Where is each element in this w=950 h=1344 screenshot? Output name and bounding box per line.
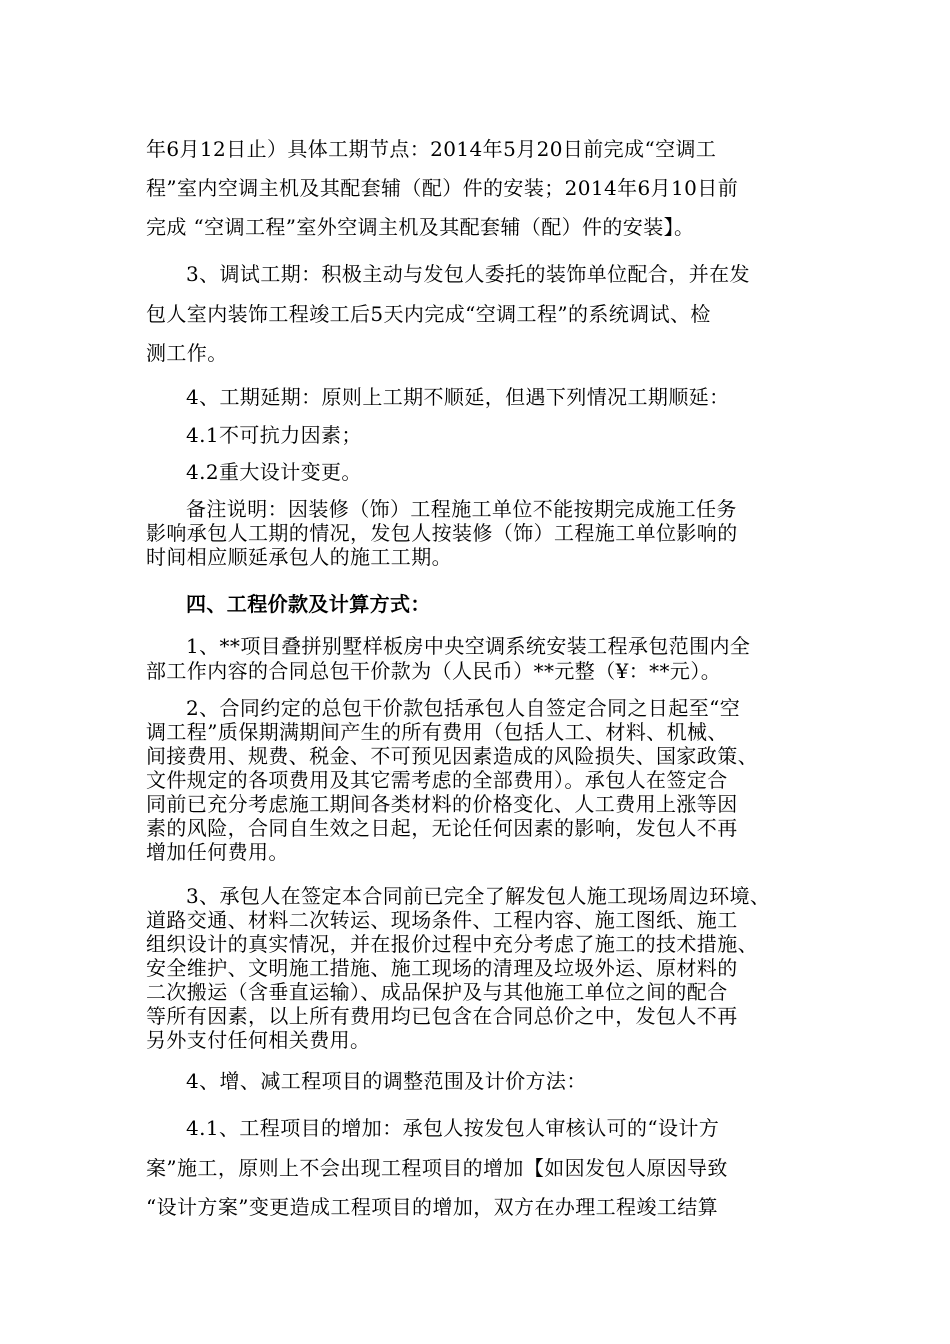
text-line: 等所有因素，以上所有费用均已包含在合同总价之中，发包人不再 [146,1004,738,1028]
text-line: 道路交通、材料二次转运、现场条件、工程内容、施工图纸、施工 [146,908,738,932]
text-line: 年6月12日止）具体工期节点：2014年5月20日前完成“空调工 [146,137,717,161]
text-line: 4.1不可抗力因素； [186,423,362,447]
text-line: 增加任何费用。 [146,840,289,864]
section-heading: 四、工程价款及计算方式： [186,592,431,616]
text-line: 完成 “空调工程”室外空调主机及其配套辅（配）件的安装】。 [146,215,695,239]
text-line: 3、调试工期：积极主动与发包人委托的装饰单位配合，并在发 [186,262,750,286]
text-line: 调工程”质保期满期间产生的所有费用（包括人工、材料、机械、 [146,720,728,744]
text-line: 备注说明：因装修（饰）工程施工单位不能按期完成施工任务 [186,497,737,521]
text-line: 同前已充分考虑施工期间各类材料的价格变化、人工费用上涨等因 [146,792,738,816]
text-line: 文件规定的各项费用及其它需考虑的全部费用）。承包人在签定合 [146,768,728,792]
text-line: 包人室内装饰工程竣工后5天内完成“空调工程”的系统调试、检 [146,302,711,326]
text-line: 时间相应顺延承包人的施工工期。 [146,545,452,569]
text-line: 1、**项目叠拼别墅样板房中央空调系统安装工程承包范围内全 [186,634,751,658]
text-line: 影响承包人工期的情况，发包人按装修（饰）工程施工单位影响的 [146,521,738,545]
text-line: 4.1、工程项目的增加：承包人按发包人审核认可的“设计方 [186,1116,720,1140]
text-line: “设计方案”变更造成工程项目的增加，双方在办理工程竣工结算 [146,1195,719,1219]
text-line: 程”室内空调主机及其配套辅（配）件的安装；2014年6月10日前 [146,176,739,200]
text-line: 测工作。 [146,341,228,365]
text-line: 组织设计的真实情况，并在报价过程中充分考虑了施工的技术措施、 [146,932,758,956]
text-line: 安全维护、文明施工措施、施工现场的清理及垃圾外运、原材料的 [146,956,738,980]
text-line: 部工作内容的合同总包干价款为（人民币）**元整（¥：**元）。 [146,659,722,683]
text-line: 案”施工，原则上不会出现工程项目的增加【如因发包人原因导致 [146,1156,728,1180]
text-line: 素的风险，合同自生效之日起，无论任何因素的影响，发包人不再 [146,816,738,840]
text-line: 4、工期延期：原则上工期不顺延，但遇下列情况工期顺延： [186,385,730,409]
text-line: 4.2重大设计变更。 [186,460,362,484]
text-line: 2、合同约定的总包干价款包括承包人自签定合同之日起至“空 [186,696,741,720]
text-line: 4、增、减工程项目的调整范围及计价方法： [186,1069,587,1093]
text-line: 间接费用、规费、税金、不可预见因素造成的风险损失、国家政策、 [146,744,758,768]
text-line: 3、承包人在签定本合同前已完全了解发包人施工现场周边环境、 [186,884,771,908]
text-line: 二次搬运（含垂直运输）、成品保护及与其他施工单位之间的配合 [146,980,728,1004]
text-line: 另外支付任何相关费用。 [146,1028,371,1052]
